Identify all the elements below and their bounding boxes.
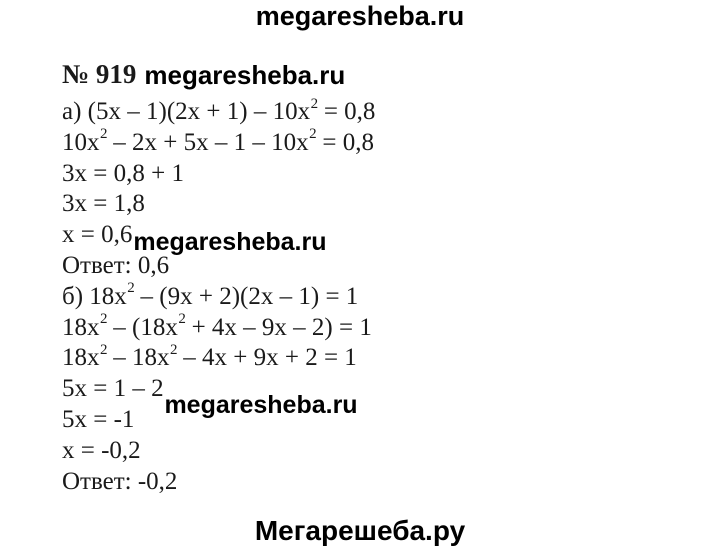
solution-lines: [62, 97, 682, 497]
solution-line: 3x = 0,8 + 1: [62, 159, 184, 187]
solution-line: б) $18x^2 - (9x + 2)(2x - 1) = 1$: [62, 280, 359, 310]
solution-line: $10x^2 - 2x + 5x - 1 - 10x^2 = 0,8$: [62, 126, 374, 156]
header-site-watermark: megaresheba.ru: [255, 1, 465, 31]
solution-line: 5x = -1megaresheba.ru: [62, 390, 358, 433]
solution-line: $18x^2 - 18x^2 - 4x + 9x + 2 = 1$: [62, 342, 357, 372]
solution-line: x = -0,2: [62, 436, 141, 464]
problem-number-watermark: megaresheba.ru: [144, 60, 346, 90]
solution-line: Ответ: -0,2: [62, 467, 178, 495]
problem-header: [62, 57, 682, 97]
solution-line: 3x = 1,8: [62, 190, 145, 218]
solution-line: 5x = 1 – 2: [62, 375, 164, 403]
solution-content: [62, 57, 682, 497]
solution-line: $18x^2 - (18x^2 + 4x - 9x - 2) = 1$: [62, 311, 372, 341]
solution-line: Ответ: 0,6: [62, 251, 170, 279]
problem-number: № 919: [62, 59, 137, 89]
footer-site-logo: Мегарешеба.ру: [254, 515, 466, 546]
solution-line: x = 0,6megaresheba.ru: [62, 221, 327, 257]
solution-line: а) $(5x - 1)(2x + 1) - 10x^2 = 0,8$: [62, 95, 376, 125]
